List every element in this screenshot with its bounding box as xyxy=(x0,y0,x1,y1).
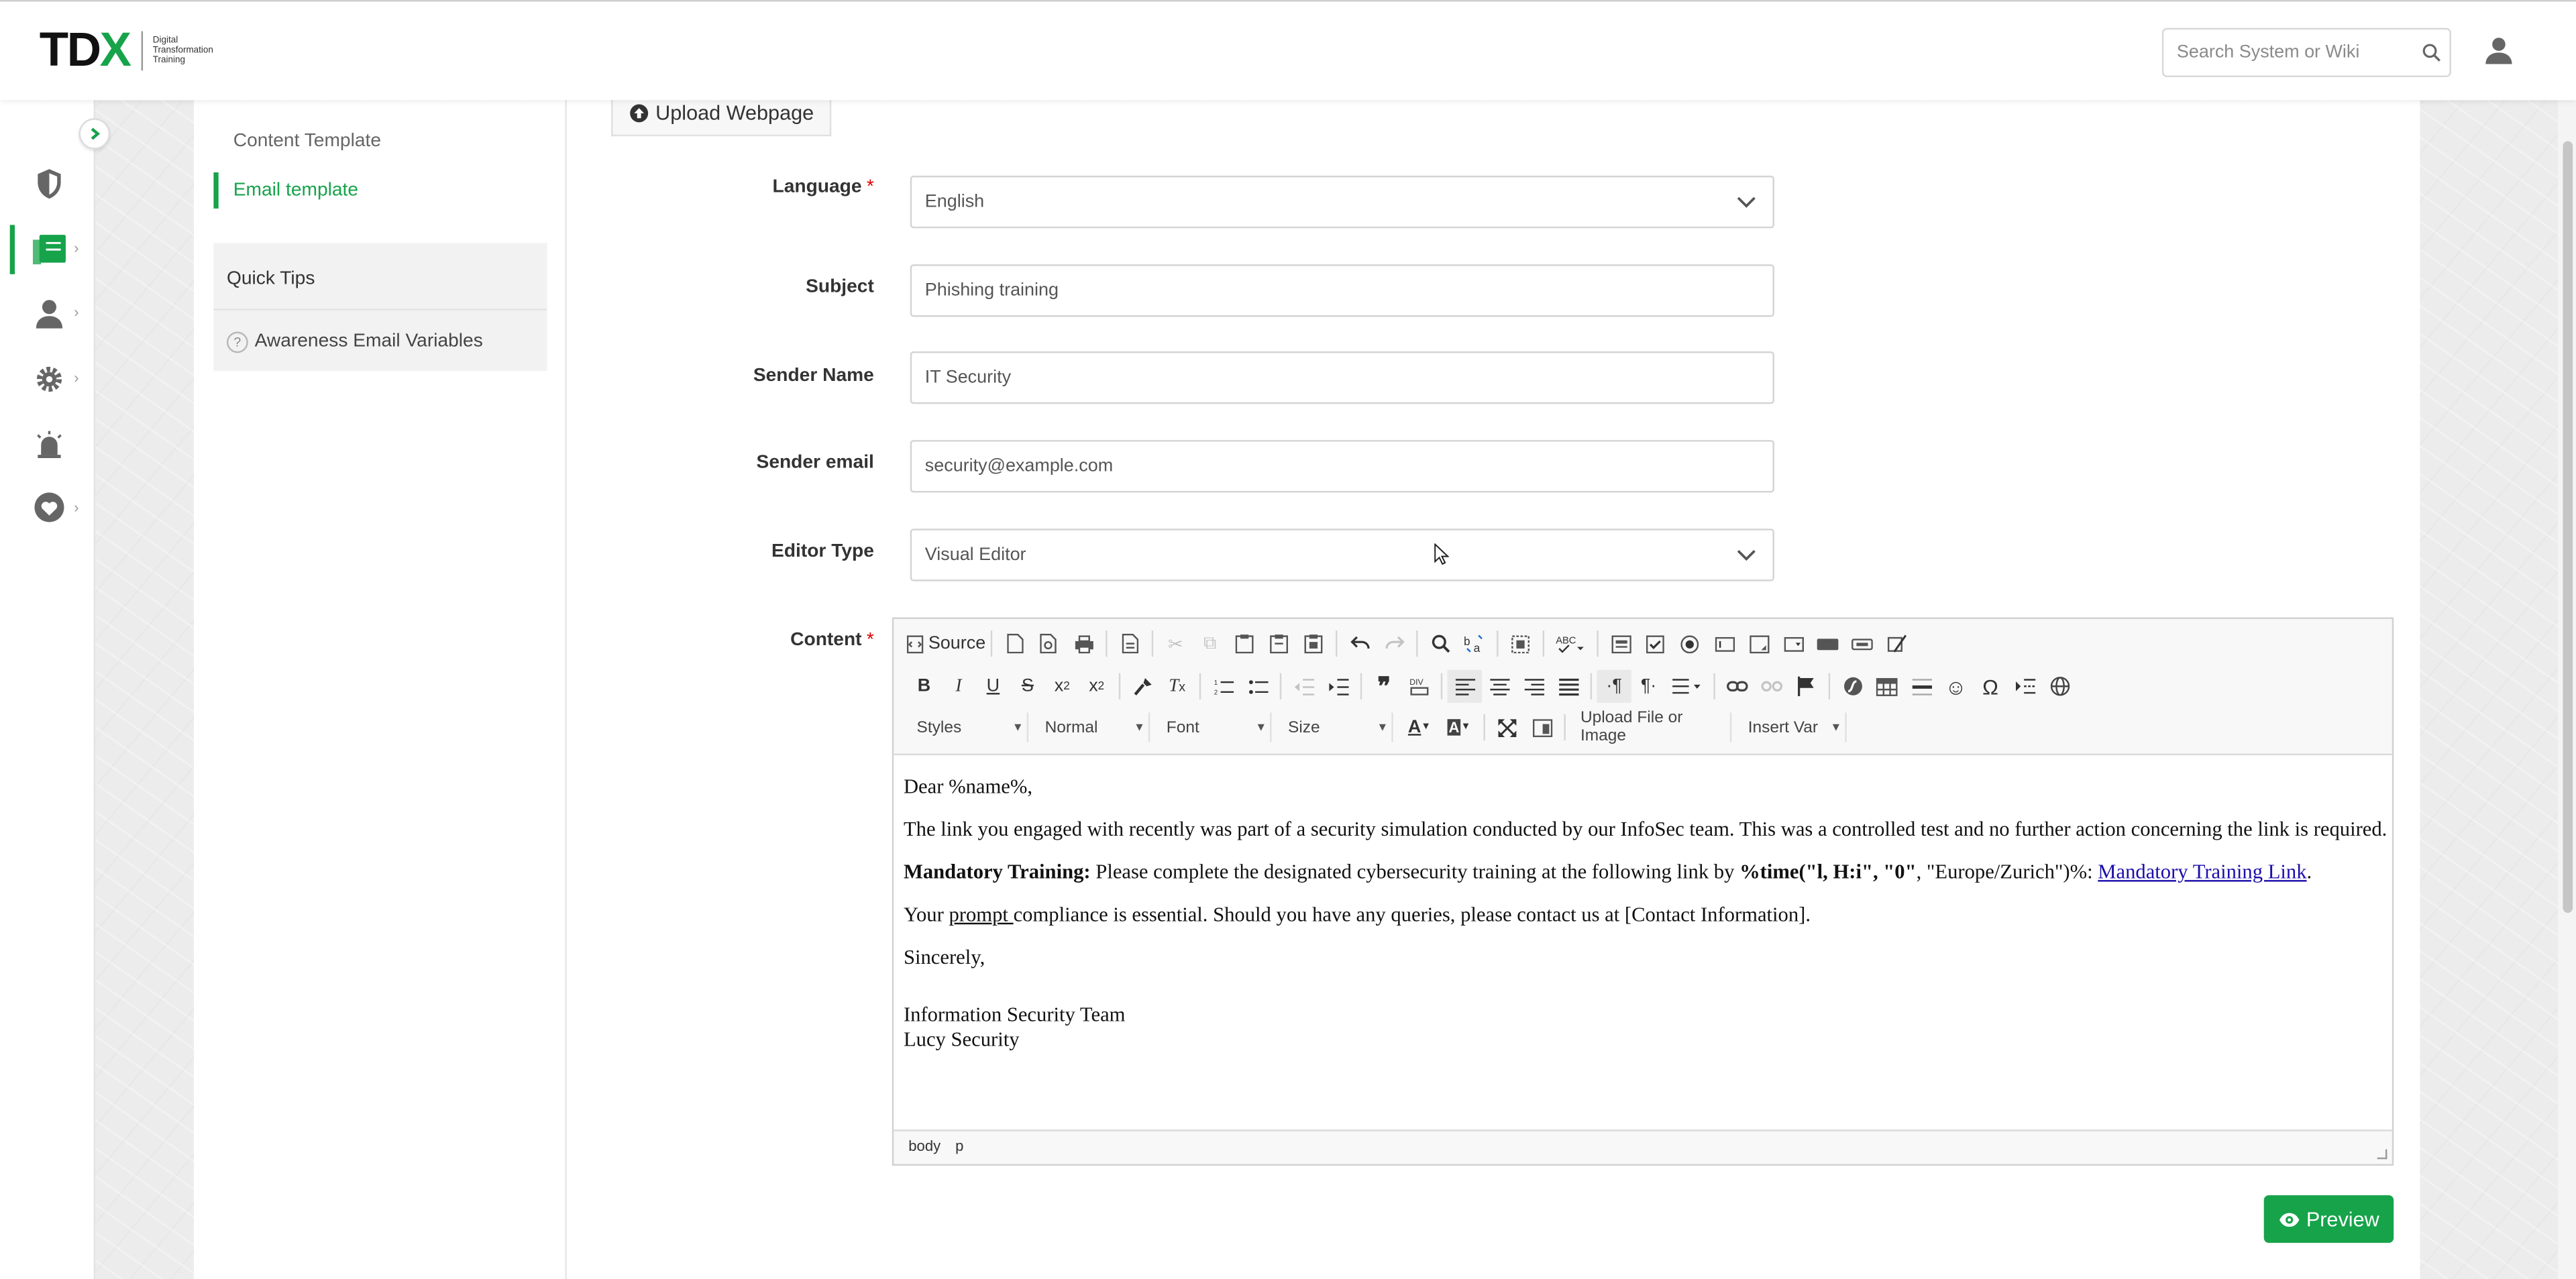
caret-down-icon: ▼ xyxy=(1377,721,1389,734)
image-button-icon[interactable] xyxy=(1845,627,1879,660)
horizontal-rule-icon[interactable] xyxy=(1904,670,1938,703)
subject-label: Subject xyxy=(806,277,874,298)
spellcheck-icon[interactable] xyxy=(1549,627,1592,660)
chevron-right-icon: › xyxy=(74,499,79,516)
cut-icon[interactable]: ✂ xyxy=(1167,634,1183,655)
chevron-right-icon: › xyxy=(74,303,79,321)
nav-template-book-icon[interactable] xyxy=(30,230,69,270)
editor-type-value: Visual Editor xyxy=(924,545,1026,565)
divider xyxy=(1591,673,1592,700)
divider xyxy=(1497,630,1498,657)
sender-name-value: IT Security xyxy=(924,368,1012,388)
email-paragraph-2: Mandatory Training: Please complete the designated cybersecurity training at the following link by %time("l, H:i", "0", "Europe/Zurich")%: Mandatory Training Link. xyxy=(903,860,2312,884)
redo-icon[interactable] xyxy=(1377,627,1411,660)
language-dropdown-icon[interactable] xyxy=(1666,670,1709,703)
sender-email-value: security@example.com xyxy=(924,456,1114,476)
textarea-icon[interactable] xyxy=(1741,627,1776,660)
copy-formatting-icon[interactable] xyxy=(1126,670,1160,703)
templates-icon[interactable] xyxy=(1112,627,1146,660)
svg-text:1: 1 xyxy=(1213,678,1218,686)
nav-heart-icon[interactable] xyxy=(30,488,69,527)
svg-text:DIV: DIV xyxy=(1409,677,1423,687)
divider xyxy=(1564,714,1565,740)
chevron-down-icon xyxy=(1737,194,1756,213)
chevron-right-icon xyxy=(87,126,102,141)
eye-icon xyxy=(2278,1211,2300,1227)
svg-text:ABC: ABC xyxy=(1556,635,1576,647)
sender-name-label: Sender Name xyxy=(753,366,874,386)
bulleted-list-icon[interactable] xyxy=(1240,670,1275,703)
language-value: English xyxy=(924,192,985,212)
format-label: Normal xyxy=(1044,718,1098,736)
background-color-icon[interactable]: A ▼ xyxy=(1439,711,1479,744)
sidebar-item-content-template[interactable]: Content Template xyxy=(233,131,382,152)
resize-handle[interactable] xyxy=(2377,1150,2387,1160)
form-icon[interactable] xyxy=(1603,627,1638,660)
nav-gear-icon[interactable] xyxy=(30,359,69,399)
new-page-icon[interactable] xyxy=(998,627,1032,660)
outdent-icon[interactable] xyxy=(1287,670,1321,703)
align-left-icon[interactable] xyxy=(1448,670,1482,703)
upload-file-label: Upload File or Image xyxy=(1580,709,1683,746)
text-direction-rtl-icon[interactable]: ¶· xyxy=(1640,676,1657,696)
divider xyxy=(1106,630,1107,657)
caret-down-icon: ▼ xyxy=(1133,721,1145,734)
user-profile-icon[interactable] xyxy=(2482,34,2515,75)
logo-subtitle: Digital Transformation Training xyxy=(152,36,213,66)
show-blocks-icon[interactable] xyxy=(1525,711,1559,744)
divider xyxy=(991,630,992,657)
hidden-field-icon[interactable] xyxy=(1880,627,1914,660)
insert-var-label: Insert Var xyxy=(1748,718,1819,736)
blockquote-icon[interactable]: ❞ xyxy=(1377,673,1391,702)
template-sidebar xyxy=(194,100,567,1279)
prompt-word: prompt xyxy=(949,903,1014,926)
select-field-icon[interactable] xyxy=(1776,627,1810,660)
paste-word-icon[interactable] xyxy=(1296,627,1330,660)
font-dropdown[interactable] xyxy=(1157,712,1271,742)
mandatory-training-link[interactable]: Mandatory Training Link xyxy=(2098,860,2307,884)
email-signature-company: Lucy Security xyxy=(903,1027,1020,1051)
format-dropdown[interactable] xyxy=(1035,712,1150,742)
align-right-icon[interactable] xyxy=(1516,670,1550,703)
search-input[interactable] xyxy=(2162,28,2451,77)
vertical-scrollbar[interactable] xyxy=(2558,100,2576,1279)
size-label: Size xyxy=(1288,718,1320,736)
checkbox-icon[interactable] xyxy=(1638,627,1672,660)
subject-value: Phishing training xyxy=(924,280,1059,300)
path-p[interactable]: p xyxy=(955,1137,964,1154)
nav-active-indicator xyxy=(10,225,15,274)
search-placeholder: Search System or Wiki xyxy=(2176,42,2360,63)
logo-text: TDX xyxy=(39,24,130,78)
divider xyxy=(1360,673,1362,700)
chevron-down-icon xyxy=(1737,547,1756,566)
element-path-bar xyxy=(908,1137,963,1154)
svg-text:b: b xyxy=(1464,634,1470,649)
help-icon: ? xyxy=(227,331,248,353)
source-label: Source xyxy=(928,633,986,654)
numbered-list-icon[interactable] xyxy=(1206,670,1240,703)
expand-rail-button[interactable] xyxy=(79,118,111,150)
editor-type-select[interactable] xyxy=(910,529,1774,581)
awareness-email-variables-link[interactable]: Awareness Email Variables xyxy=(254,331,483,351)
sender-name-input[interactable] xyxy=(910,351,1774,404)
rich-text-editor xyxy=(892,617,2394,1166)
align-center-icon[interactable] xyxy=(1482,670,1516,703)
undo-icon[interactable] xyxy=(1342,627,1377,660)
flash-icon[interactable] xyxy=(1835,670,1870,703)
nav-user-group-icon[interactable] xyxy=(30,294,69,333)
divider xyxy=(1597,630,1598,657)
table-icon[interactable] xyxy=(1870,670,1904,703)
replace-icon[interactable] xyxy=(1457,627,1491,660)
svg-text:2: 2 xyxy=(1213,688,1218,696)
toolbar-row-3 xyxy=(907,711,1854,744)
preview-page-icon[interactable] xyxy=(1032,627,1066,660)
strikethrough-icon[interactable]: S xyxy=(1021,676,1034,696)
toolbar-row-1 xyxy=(907,627,1914,660)
time-variable-bold: %time("l, H:i", "0" xyxy=(1739,860,1917,884)
caret-down-icon: ▼ xyxy=(1012,721,1024,734)
sender-email-label: Sender email xyxy=(756,453,874,474)
divider xyxy=(1280,673,1281,700)
nav-alarm-icon[interactable] xyxy=(30,425,69,465)
special-char-icon[interactable]: Ω xyxy=(1982,673,1998,699)
underline-icon[interactable]: U xyxy=(986,676,1000,696)
preview-button[interactable] xyxy=(2264,1195,2394,1243)
italic-icon[interactable]: I xyxy=(955,676,962,696)
source-button[interactable] xyxy=(907,627,986,660)
subject-input[interactable] xyxy=(910,264,1774,317)
iframe-globe-icon[interactable] xyxy=(2042,670,2076,703)
divider xyxy=(1441,673,1442,700)
email-paragraph-3: Your prompt compliance is essential. Should you have any queries, please contact us at [Contact Information]. xyxy=(903,903,1811,926)
sender-email-input[interactable] xyxy=(910,440,1774,492)
styles-dropdown[interactable] xyxy=(907,712,1028,742)
content-label: Content * xyxy=(790,630,874,651)
logo[interactable] xyxy=(39,24,213,78)
text-field-icon[interactable] xyxy=(1707,627,1741,660)
email-sign-off: Sincerely, xyxy=(903,946,985,969)
divider xyxy=(1543,630,1544,657)
divider xyxy=(213,309,547,310)
anchor-flag-icon[interactable] xyxy=(1789,670,1823,703)
smiley-icon[interactable]: ☺ xyxy=(1945,673,1967,699)
unlink-icon[interactable] xyxy=(1755,670,1789,703)
caret-down-icon: ▼ xyxy=(1830,721,1842,734)
svg-text:a: a xyxy=(1473,641,1481,654)
styles-label: Styles xyxy=(916,718,962,736)
superscript-icon[interactable]: x 2 xyxy=(1089,676,1105,696)
maximize-icon[interactable] xyxy=(1490,711,1524,744)
editor-body[interactable] xyxy=(894,754,2392,1131)
divider xyxy=(1713,673,1715,700)
divider xyxy=(1416,630,1417,657)
divider xyxy=(1829,673,1830,700)
divider xyxy=(1119,673,1120,700)
paste-text-icon[interactable] xyxy=(1262,627,1296,660)
select-all-icon[interactable] xyxy=(1503,627,1538,660)
text-color-icon[interactable]: A ▼ xyxy=(1407,717,1431,738)
remove-format-icon[interactable]: T x xyxy=(1169,676,1186,696)
caret-down-icon: ▼ xyxy=(1255,721,1267,734)
chevron-right-icon: › xyxy=(74,239,79,256)
nav-rail xyxy=(0,100,95,1279)
radio-icon[interactable] xyxy=(1672,627,1707,660)
quick-tips-title: Quick Tips xyxy=(226,269,315,289)
divider xyxy=(1152,630,1153,657)
insert-var-dropdown[interactable] xyxy=(1738,712,1847,742)
size-dropdown[interactable] xyxy=(1278,712,1393,742)
main-content xyxy=(567,100,2420,1279)
divider xyxy=(1483,714,1485,740)
sidebar-item-email-template[interactable]: Email template xyxy=(233,180,359,201)
sidebar-active-indicator xyxy=(213,172,218,209)
justify-icon[interactable] xyxy=(1551,670,1585,703)
page-break-icon[interactable] xyxy=(2008,670,2042,703)
email-signature-team: Information Security Team xyxy=(903,1003,1126,1026)
subscript-icon[interactable]: x 2 xyxy=(1054,676,1070,696)
email-paragraph-1: The link you engaged with recently was part of a security simulation conducted by our InfoSec team. This was a controlled test and no further action concerning the link is required. xyxy=(903,818,2387,841)
font-label: Font xyxy=(1166,718,1199,736)
nav-shield-icon[interactable] xyxy=(30,164,69,204)
find-icon[interactable] xyxy=(1423,627,1457,660)
create-div-icon[interactable] xyxy=(1401,670,1436,703)
email-greeting: Dear %name%, xyxy=(903,775,1033,798)
indent-icon[interactable] xyxy=(1321,670,1355,703)
top-header xyxy=(0,0,2576,100)
mandatory-training-bold: Mandatory Training: xyxy=(903,860,1091,884)
quick-tips-box xyxy=(213,243,547,371)
upload-icon xyxy=(629,103,649,122)
editor-type-label: Editor Type xyxy=(771,541,874,562)
language-select[interactable] xyxy=(910,176,1774,228)
upload-webpage-label: Upload Webpage xyxy=(655,101,814,124)
scrollbar-thumb[interactable] xyxy=(2563,142,2573,913)
chevron-right-icon: › xyxy=(74,369,79,386)
button-field-icon[interactable] xyxy=(1811,627,1845,660)
bold-icon[interactable]: B xyxy=(917,676,931,696)
paste-icon[interactable] xyxy=(1227,627,1261,660)
copy-icon[interactable]: ⧉ xyxy=(1203,632,1217,653)
divider xyxy=(1336,630,1337,657)
search-icon[interactable] xyxy=(2422,41,2441,70)
toolbar-row-2 xyxy=(907,670,2077,703)
mouse-cursor-icon xyxy=(1434,543,1449,573)
source-icon xyxy=(907,634,923,653)
logo-divider xyxy=(142,32,143,71)
preview-label: Preview xyxy=(2306,1207,2379,1231)
path-body[interactable]: body xyxy=(908,1137,941,1154)
link-icon[interactable] xyxy=(1720,670,1754,703)
divider xyxy=(1199,673,1201,700)
language-label: Language * xyxy=(772,177,874,197)
print-icon[interactable] xyxy=(1066,627,1100,660)
text-direction-ltr-icon[interactable]: ·¶ xyxy=(1597,670,1631,703)
upload-file-or-image-button[interactable] xyxy=(1570,709,1731,746)
